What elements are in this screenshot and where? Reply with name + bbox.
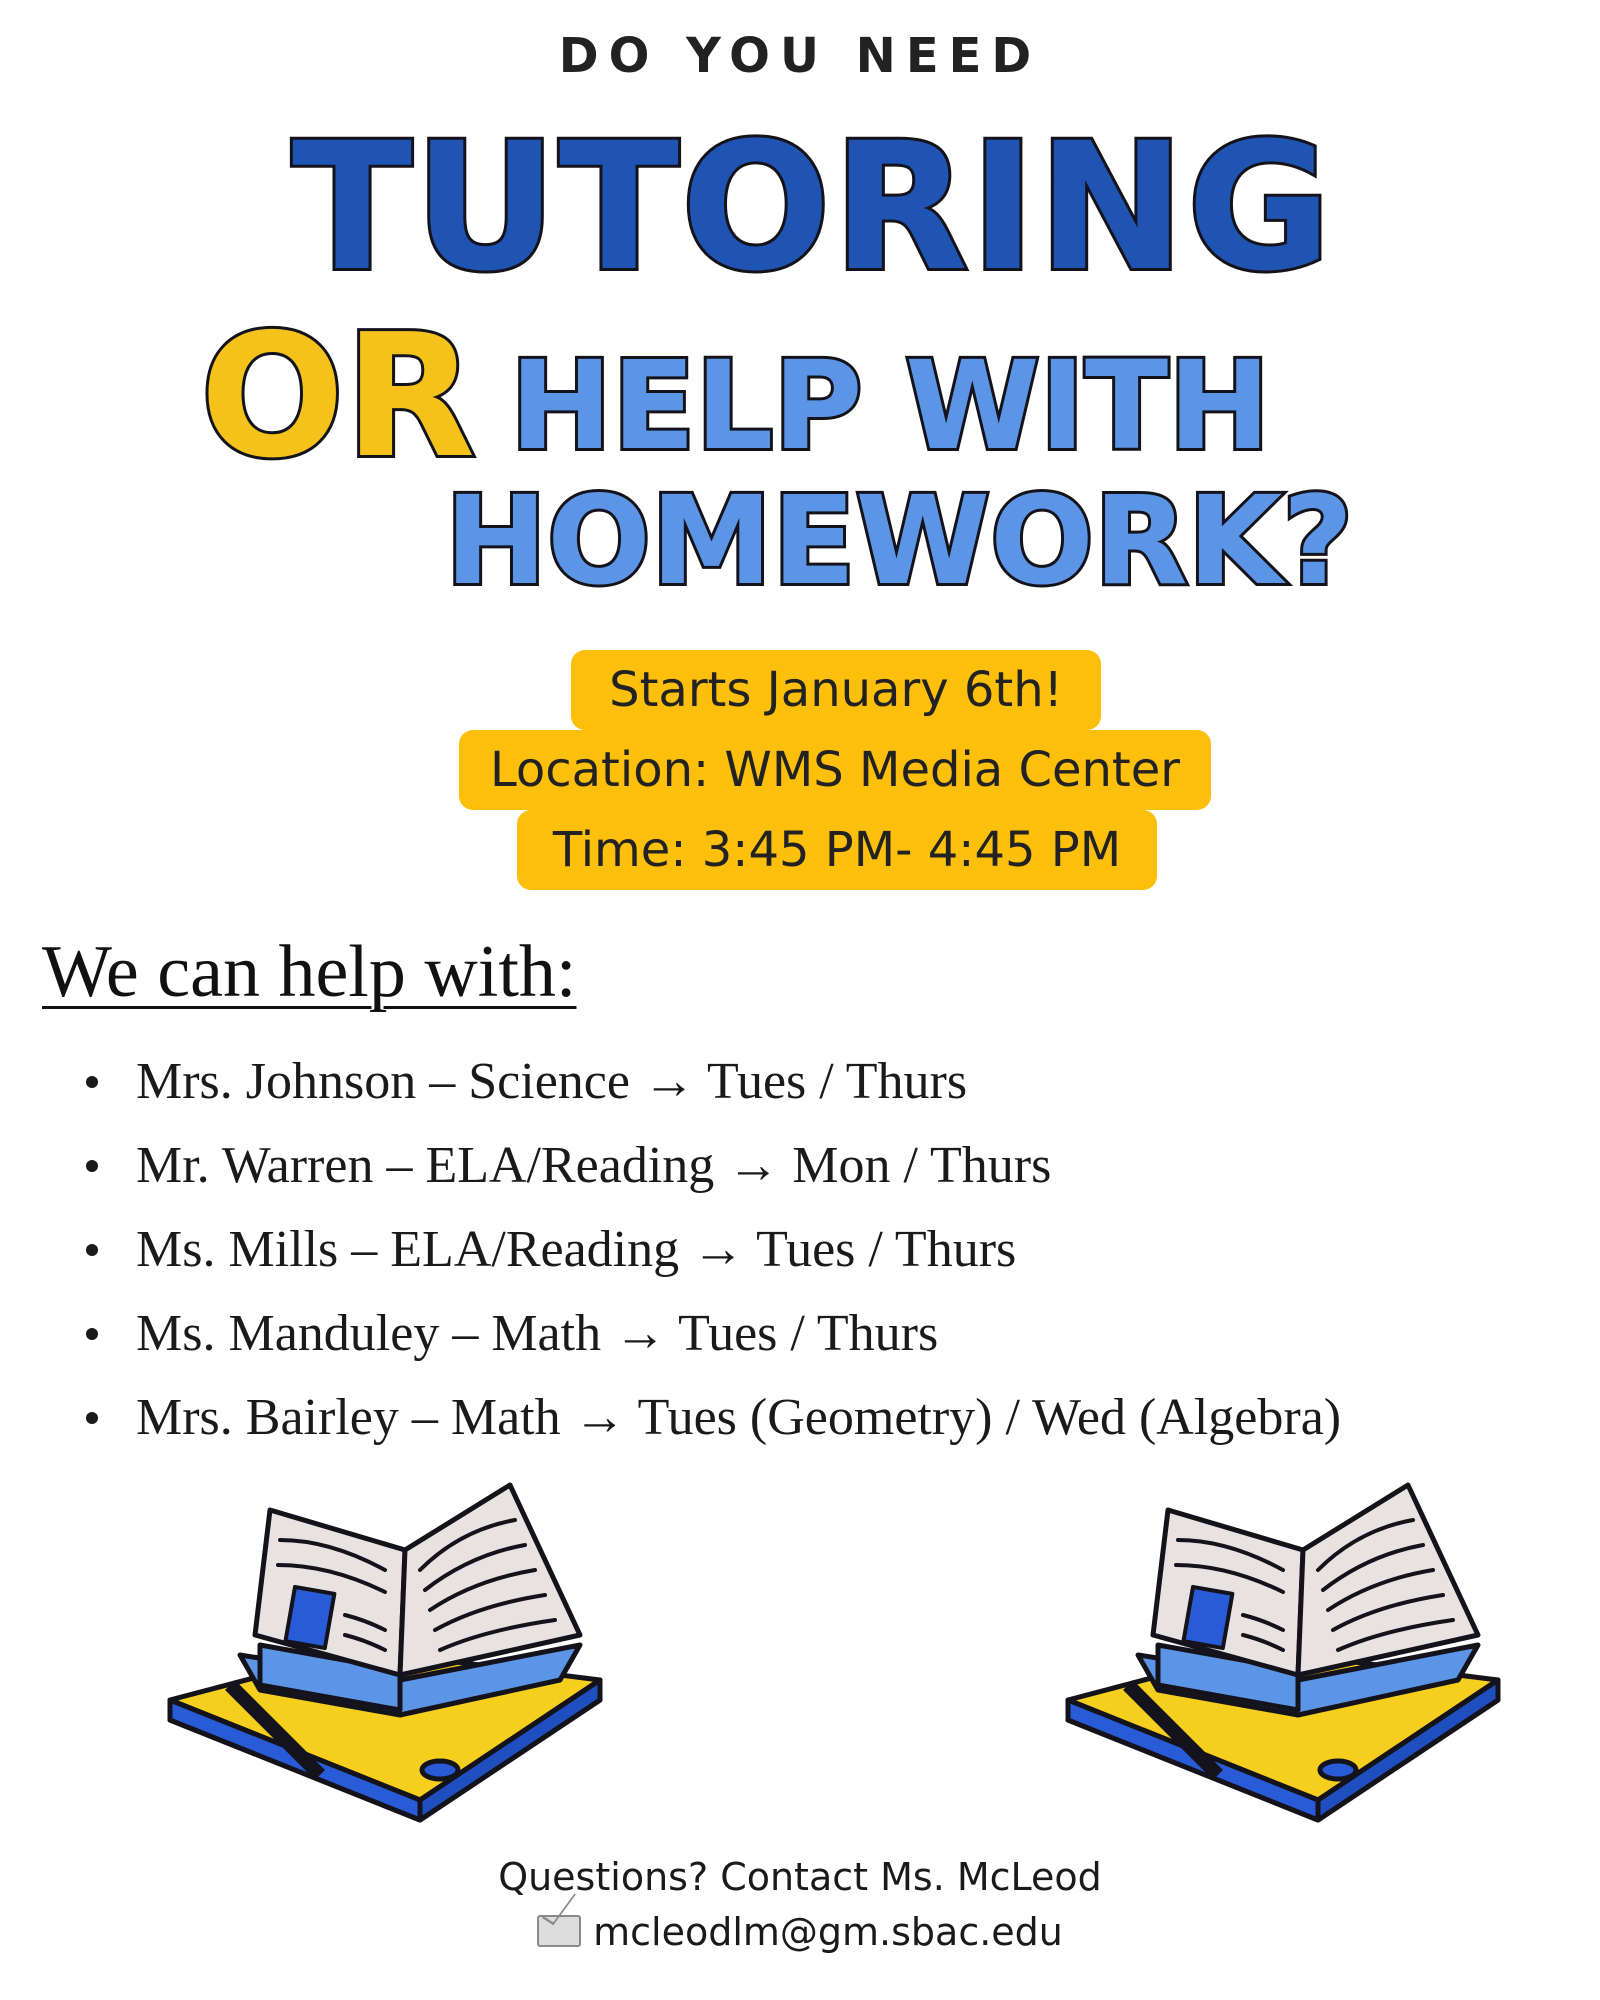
title-help-with: HELP WITH — [510, 335, 1271, 477]
list-item: Mr. Warren – ELA/Reading → Mon / Thurs — [80, 1124, 1341, 1208]
title-tutoring: TUTORING — [292, 105, 1334, 310]
time-badge: Time: 3:45 PM- 4:45 PM — [517, 810, 1157, 890]
bullet-icon — [86, 1412, 98, 1424]
books-icon-right — [1058, 1470, 1518, 1840]
bullet-icon — [86, 1244, 98, 1256]
teacher-list — [80, 1040, 1341, 1460]
bullet-icon — [86, 1328, 98, 1340]
help-heading: We can help with: — [42, 931, 577, 1013]
envelope-icon — [537, 1915, 581, 1947]
location-badge: Location: WMS Media Center — [459, 730, 1211, 810]
list-item: Mrs. Johnson – Science → Tues / Thurs — [80, 1040, 1341, 1124]
list-item: Mrs. Bairley – Math → Tues (Geometry) / Wed (Algebra) — [80, 1376, 1341, 1460]
start-date-badge: Starts January 6th! — [571, 650, 1101, 730]
contact-text: Questions? Contact Ms. McLeod — [498, 1855, 1102, 1899]
bullet-icon — [86, 1076, 98, 1088]
title-or: OR — [200, 298, 476, 496]
list-item: Ms. Mills – ELA/Reading → Tues / Thurs — [80, 1208, 1341, 1292]
kicker-text: DO YOU NEED — [558, 28, 1042, 84]
email-line — [0, 1910, 1600, 1954]
list-item: Ms. Manduley – Math → Tues / Thurs — [80, 1292, 1341, 1376]
books-icon-left — [160, 1470, 620, 1840]
bullet-icon — [86, 1160, 98, 1172]
email-link[interactable]: mcleodlm@gm.sbac.edu — [593, 1910, 1063, 1954]
title-homework: HOMEWORK? — [445, 470, 1354, 612]
